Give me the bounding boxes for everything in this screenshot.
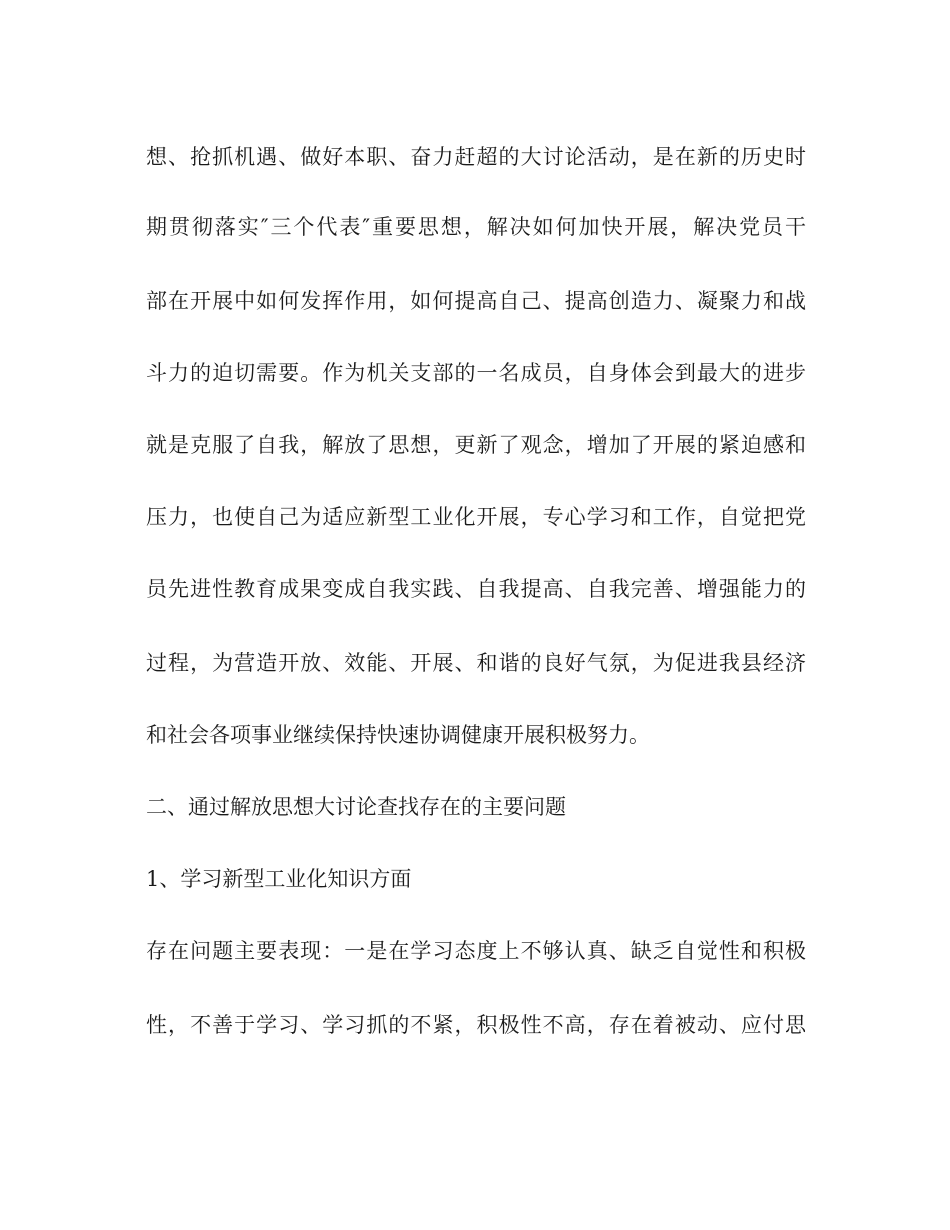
paragraph-line: 压力，也使自己为适应新型工业化开展，专心学习和工作，自觉把党 [146, 505, 806, 529]
paragraph-line: 过程，为营造开放、效能、开展、和谐的良好气氛，为促进我县经济 [146, 651, 806, 675]
paragraph-line: 存在问题主要表现：一是在学习态度上不够认真、缺乏自觉性和积极 [146, 939, 806, 963]
paragraph-line: 部在开展中如何发挥作用，如何提高自己、提高创造力、凝聚力和战 [146, 289, 806, 313]
paragraph-line-last: 和社会各项事业继续保持快速协调健康开展积极努力。 [146, 723, 650, 747]
paragraph-line: 就是克服了自我，解放了思想，更新了观念，增加了开展的紧迫感和 [146, 433, 806, 457]
paragraph-line: 员先进性教育成果变成自我实践、自我提高、自我完善、增强能力的 [146, 577, 806, 601]
paragraph-line: 性，不善于学习、学习抓的不紧，积极性不高，存在着被动、应付思 [146, 1013, 806, 1037]
section-heading: 二、通过解放思想大讨论查找存在的主要问题 [146, 795, 566, 819]
paragraph-line: 斗力的迫切需要。作为机关支部的一名成员，自身体会到最大的进步 [146, 361, 806, 385]
paragraph-line: 想、抢抓机遇、做好本职、奋力赶超的大讨论活动，是在新的历史时 [146, 145, 806, 169]
subsection-heading: 1、学习新型工业化知识方面 [146, 867, 412, 891]
paragraph-line: 期贯彻落实″三个代表″重要思想，解决如何加快开展，解决党员干 [146, 215, 806, 239]
